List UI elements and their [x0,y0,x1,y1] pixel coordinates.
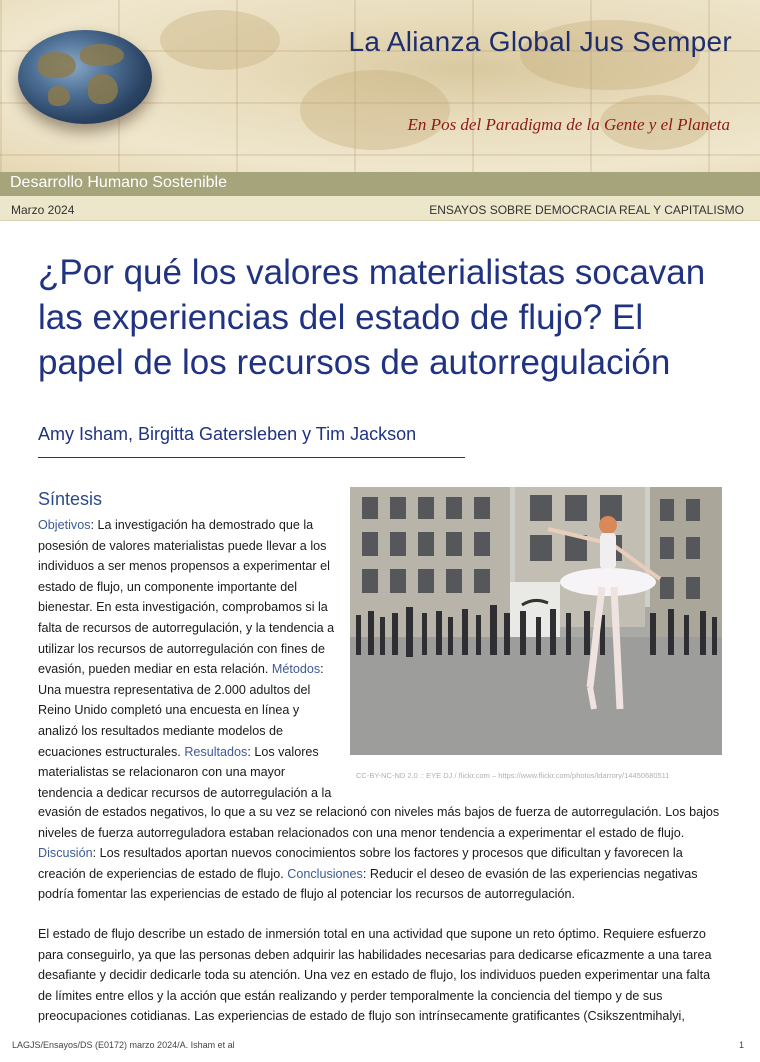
map-decoration [160,10,280,70]
footer-citation: LAGJS/Ensayos/DS (E0172) marzo 2024/A. Isham et al [12,1040,235,1050]
objectives-label: Objetivos [38,518,91,532]
photo-credit: CC-BY-NC-ND 2.0 :: EYE DJ / flickr.com – https://www.flickr.com/photos/ldarrory/14450680511 [356,771,670,780]
masthead [0,0,760,172]
conclusions-label: Conclusiones [287,866,363,881]
author-rule [38,457,465,458]
article-title: ¿Por qué los valores materialistas socavan las experiencias del estado de flujo? El papel de los recursos de autorregulación [38,253,706,382]
map-decoration [300,70,450,150]
ballerina-photo [350,487,722,755]
globe-logo [18,30,152,124]
authors: Amy Isham, Birgitta Gatersleben y Tim Jackson [38,424,417,444]
results-label: Resultados [184,744,248,759]
org-tagline: En Pos del Paradigma de la Gente y el Planeta [407,115,730,134]
objectives-text: : La investigación ha demostrado que la posesión de valores materialistas puede llevar a los individuos a ser menos propensos a experimentar el estado de flujo, un componente importante del bienestar. En esta investigación, comprobamos si la falta de recursos de autorregulación, y la tendencia a utilizar los recursos de autorregulación con fines de evasión, pueden mediar en esta relación. [38,518,335,677]
photo-illustration [350,487,722,755]
section-label: Desarrollo Humano Sostenible [10,174,227,191]
org-title: La Alianza Global Jus Semper [348,26,732,57]
intro-paragraph: El estado de flujo describe un estado de inmersión total en una actividad que supone un reto óptimo. Requiere esfuerzo para conseguirlo, ya que las personas deben adquirir las habilidades necesarias para dedicarse eficazmente a una tarea desafiante y decidir dedicarle toda su atención. Una vez en estado de flujo, los individuos pueden experimentar una falta de límites entre ellos y la acción que están realizando y perder temporalmente la conciencia del tiempo y de sus preocupaciones cotidianas. Las experiencias de estado de flujo son intrínsecamente gratificantes (Csikszentmihalyi, [38,927,712,1024]
results-text: : Los valores materialistas se relacionaron con una mayor tendencia a dedicar recursos de autorregulación a la [38,744,332,800]
results-text-continued: evasión de estados negativos, lo que a su vez se relacionó con niveles más bajos de fuerza de autorregulación. Los bajos niveles de fuerza autorreguladora estaban relacionados con una menor tendencia a experimentar el estado de flujo. [38,805,720,840]
page-number: 1 [738,1040,744,1050]
series-name: ENSAYOS SOBRE DEMOCRACIA REAL Y CAPITALISMO [429,203,744,217]
synthesis-text-column [38,515,338,803]
methods-text: : Una muestra representativa de 2.000 adultos del Reino Unido completó una encuesta en línea y analizó los resultados mediante modelos de ecuaciones estructurales. [38,662,324,759]
discussion-label: Discusión [38,846,93,861]
conclusions-text: : Reducir el deseo de evasión de las experiencias negativas podría fomentar las experiencias de estado de flujo al potenciar los recursos de autorregulación. [38,866,698,902]
synthesis-heading: Síntesis [38,489,103,509]
publication-date: Marzo 2024 [11,203,75,217]
discussion-text: : Los resultados aportan nuevos conocimientos sobre los factores y procesos que dificultan y favorecen la creación de experiencias de estado de flujo. [38,846,683,881]
synthesis-text-full [38,802,726,905]
methods-label: Métodos [271,662,321,677]
